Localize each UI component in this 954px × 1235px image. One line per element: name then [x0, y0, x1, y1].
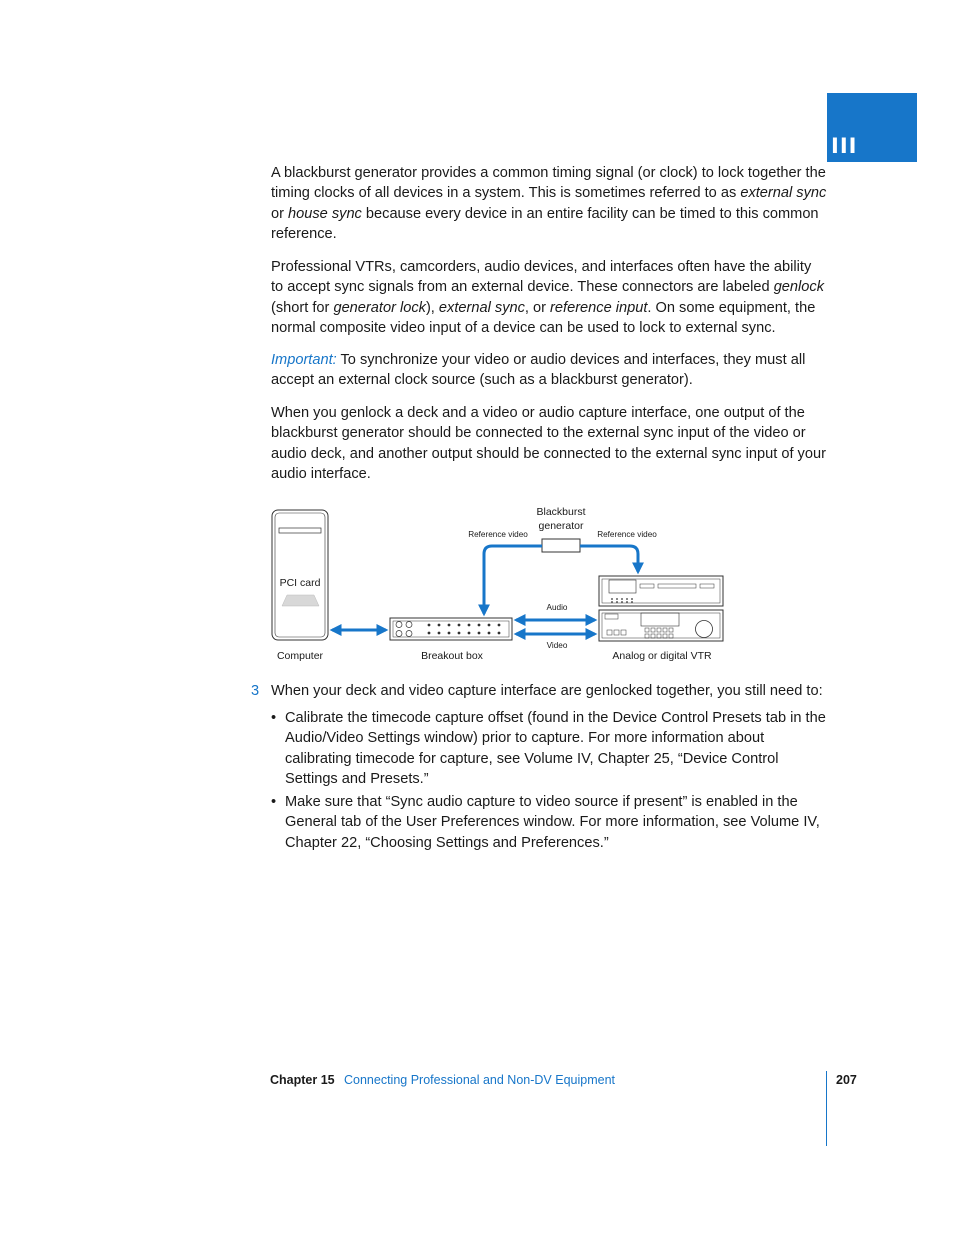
label-reference-video-right: Reference video: [597, 530, 657, 539]
p2-text-a: Professional VTRs, camcorders, audio devices, and interfaces often have the ability to accept sync signals from an external device. These connectors are labeled: [271, 259, 812, 296]
footer-chapter: Chapter 15: [270, 1073, 335, 1087]
p1-text-a: A blackburst generator provides a common timing signal (or clock) to lock together the timing clocks of all devices in a system. This is sometimes referred to as: [271, 165, 826, 202]
label-audio: Audio: [546, 603, 568, 612]
p1-em-house-sync: house sync: [288, 205, 362, 222]
section-tab-label: III: [831, 134, 858, 158]
bullet-text: Calibrate the timecode capture offset (found in the Device Control Presets tab in the Audio/Video Settings window) prior to capture. For more information about calibrating timecode for capture, see Volume IV, Chapter 25, “Device Control Settings and Presets.”: [285, 710, 826, 787]
p2-em-reference-input: reference input: [550, 299, 648, 316]
p1-text-b: or: [271, 205, 289, 222]
p1-em-external-sync: external sync: [740, 185, 827, 202]
p2-text-d: , or: [524, 299, 551, 316]
paragraph-genlock-deck: When you genlock a deck and a video or audio capture interface, one output of the blackburst generator should be connected to the external sync input of the video or audio deck, and another output should be connected to the external sync input of your audio interface.: [271, 405, 826, 482]
p2-em-external-sync: external sync: [438, 299, 525, 316]
bullet-text: Make sure that “Sync audio capture to video source if present” is enabled in the General tab of the User Preferences window. For more information, see Volume IV, Chapter 22, “Choosing Settings and Preferences.”: [285, 794, 820, 851]
page-number: 207: [836, 1073, 857, 1087]
bullet-mark: •: [271, 794, 277, 810]
label-video: Video: [546, 641, 568, 650]
paragraph-important: [271, 350, 827, 391]
paragraph-blackburst: [271, 163, 827, 244]
important-label: Important:: [271, 352, 337, 368]
p2-text-b: (short for: [271, 299, 334, 316]
p2-text-c: ),: [425, 299, 439, 316]
reference-video-left-link: [484, 546, 542, 614]
step-text: When your deck and video capture interface are genlocked together, you still need to:: [271, 683, 823, 699]
label-blackburst-1: Blackburst: [536, 506, 586, 518]
bullet-item-sync-audio: [271, 792, 827, 853]
p2-em-genlock: genlock: [773, 279, 824, 296]
genlock-diagram: [262, 500, 742, 670]
vtr-icon: [599, 576, 723, 641]
important-text: To synchronize your video or audio devices and interfaces, they must all accept an external clock source (such as a blackburst generator).: [271, 352, 806, 389]
label-pci-card: PCI card: [279, 577, 321, 589]
label-vtr: Analog or digital VTR: [612, 650, 712, 662]
breakout-box-icon: [390, 618, 512, 640]
blackburst-generator-icon: [542, 539, 580, 552]
bullet-mark: •: [271, 710, 277, 726]
p2-text-e: . On some equipment, the normal composite video input of a device can be used to lock to external sync.: [271, 299, 816, 336]
footer-divider: [826, 1071, 827, 1146]
p2-em-generator-lock: generator lock: [333, 299, 426, 316]
computer-icon: [272, 510, 328, 640]
p1-text-c: because every device in an entire facility can be timed to this common reference.: [271, 205, 819, 242]
footer-chapter-title: Connecting Professional and Non-DV Equipment: [344, 1073, 615, 1087]
label-blackburst-2: generator: [538, 520, 584, 532]
paragraph-sync-signals: [271, 257, 827, 338]
bullet-item-calibrate: [271, 708, 827, 789]
section-tab: [827, 93, 917, 162]
step-number: 3: [251, 683, 260, 699]
label-breakout-box: Breakout box: [421, 650, 483, 662]
label-computer: Computer: [276, 650, 324, 662]
reference-video-right-link: [580, 546, 638, 572]
label-reference-video-left: Reference video: [468, 530, 528, 539]
